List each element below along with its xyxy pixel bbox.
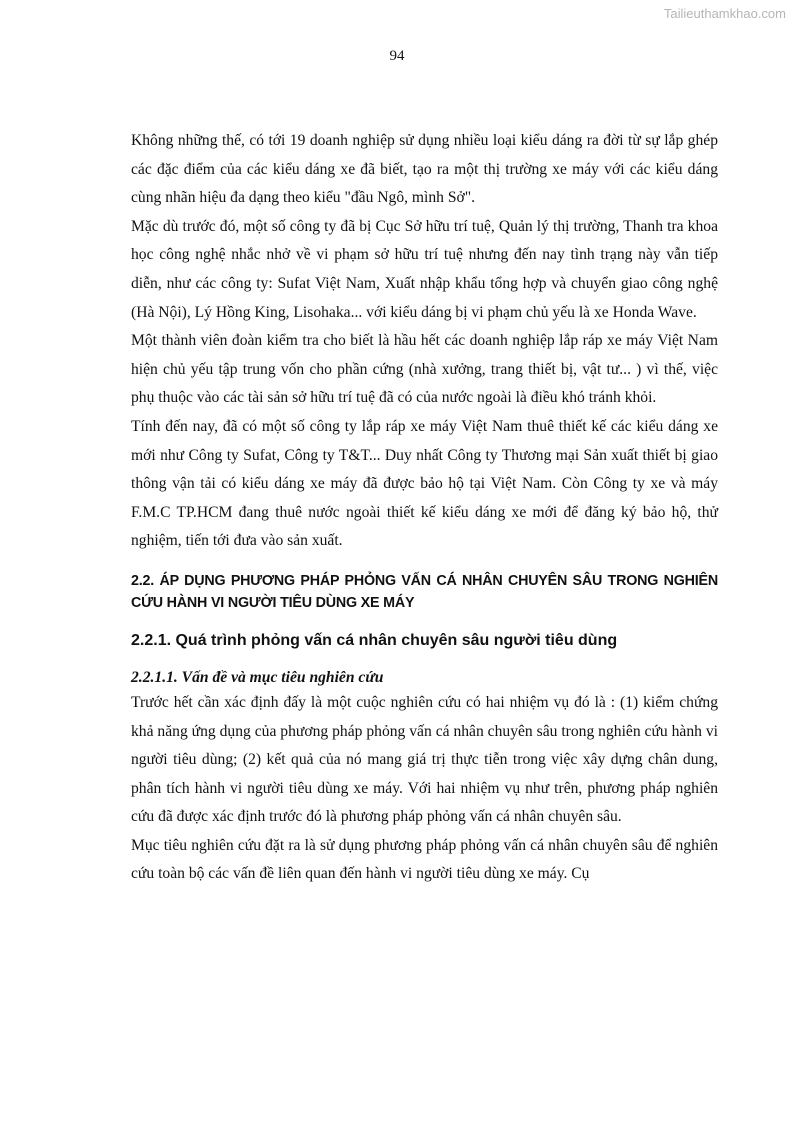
watermark: Tailieuthamkhao.com [663, 6, 786, 21]
subsection-heading: 2.2.1. Quá trình phỏng vấn cá nhân chuyên sâu người tiêu dùng [131, 631, 618, 649]
paragraph: Tính đến nay, đã có một số công ty lắp ráp xe máy Việt Nam thuê thiết kế các kiểu dáng xe mới như Công ty Sufat, Công ty T&T... Duy nhất Công ty Thương mại Sản xuất thiết bị giao thông vận tải có kiểu dáng xe máy đã được bảo hộ tại Việt Nam. Còn Công ty xe và máy F.M.C TP.HCM đang thuê nước ngoài thiết kế kiểu dáng xe mới để đăng ký bảo hộ, thử nghiệm, tiến tới đưa vào sản xuất. [131, 417, 718, 550]
paragraph: Mục tiêu nghiên cứu đặt ra là sử dụng phương pháp phỏng vấn cá nhân chuyên sâu để nghiên cứu toàn bộ các vấn đề liên quan đến hành vi người tiêu dùng xe máy. Cụ [131, 836, 718, 883]
paragraph: Một thành viên đoàn kiểm tra cho biết là hầu hết các doanh nghiệp lắp ráp xe máy Việt Nam hiện chủ yếu tập trung vốn cho phần cứng (nhà xưởng, trang thiết bị, vật tư... ) vì thế, việc phụ thuộc vào các tài sản sở hữu trí tuệ đã có của nước ngoài là điều khó tránh khỏi. [131, 332, 718, 407]
document-body [131, 127, 718, 889]
paragraph: Mặc dù trước đó, một số công ty đã bị Cục Sở hữu trí tuệ, Quản lý thị trường, Thanh tra khoa học công nghệ nhắc nhở về vi phạm sở hữu trí tuệ nhưng đến nay tình trạng này vẫn tiếp diễn, như các công ty: Sufat Việt Nam, Xuất nhập khẩu tổng hợp và chuyển giao công nghệ (Hà Nội), Lý Hồng King, Lisohaka... với kiểu dáng bị vi phạm chủ yếu là xe Honda Wave. [131, 217, 718, 321]
subsubsection-heading: 2.2.1.1. Vấn đề và mục tiêu nghiên cứu [131, 668, 384, 686]
paragraph: Trước hết cần xác định đấy là một cuộc nghiên cứu có hai nhiệm vụ đó là : (1) kiểm chứng khả năng ứng dụng của phương pháp phỏng vấn cá nhân chuyên sâu trong nghiên cứu hành vi người tiêu dùng; (2) kết quả của nó mang giá trị thực tiễn trong việc xây dựng chân dung, phân tích hành vi người tiêu dùng xe máy. Với hai nhiệm vụ như trên, phương pháp nghiên cứu đã được xác định trước đó là phương pháp phỏng vấn cá nhân chuyên sâu. [131, 693, 718, 826]
section-heading: 2.2. ÁP DỤNG PHƯƠNG PHÁP PHỎNG VẤN CÁ NHÂN CHUYÊN SÂU TRONG NGHIÊN CỨU HÀNH VI NGƯỜI TIÊU DÙNG XE MÁY [131, 572, 718, 612]
paragraph: Không những thế, có tới 19 doanh nghiệp sử dụng nhiều loại kiểu dáng ra đời từ sự lắp ghép các đặc điểm của các kiểu dáng xe đã biết, tạo ra một thị trường xe máy với các kiểu dáng cùng nhãn hiệu đa dạng theo kiểu "đầu Ngô, mình Sở". [131, 132, 718, 207]
page-number: 94 [389, 48, 405, 64]
